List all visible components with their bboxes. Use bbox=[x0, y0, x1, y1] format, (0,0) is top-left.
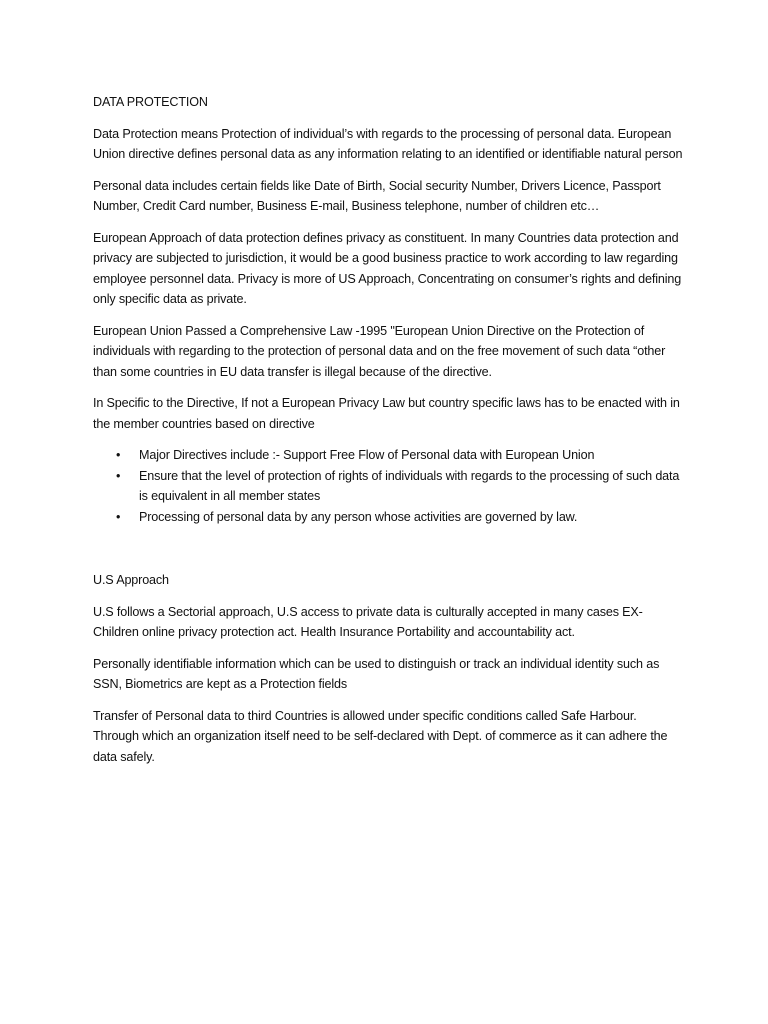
list-item-text: Ensure that the level of protection of rights of individuals with regards to the processing of such data is equivalent in all member states bbox=[139, 468, 680, 503]
bullet-icon: • bbox=[116, 468, 121, 483]
directive-bullet-list bbox=[93, 445, 683, 527]
bullet-icon: • bbox=[116, 509, 121, 524]
bullet-icon: • bbox=[116, 448, 121, 462]
paragraph-definition: Data Protection means Protection of individual’s with regards to the processing of personal data. European Union directive defines personal data as any information relating to an identified or identifiable natural person bbox=[93, 126, 683, 161]
paragraph-eu-law-1995: European Union Passed a Comprehensive Law -1995 "European Union Directive on the Protection of individuals with regarding to the protection of personal data and on the free movement of such data “other than some countries in EU data transfer is illegal because of the directive. bbox=[93, 323, 666, 379]
paragraph-directive-specific: In Specific to the Directive, If not a European Privacy Law but country specific laws has to be enacted with in the member countries based on directive bbox=[93, 396, 680, 431]
paragraph-us-sectorial: U.S follows a Sectorial approach, U.S access to private data is culturally accepted in many cases EX- Children online privacy protection act. Health Insurance Portability and accountability act. bbox=[93, 604, 643, 639]
document-page bbox=[93, 92, 683, 778]
list-item-text: Major Directives include :- Support Free Flow of Personal data with European Union bbox=[139, 448, 595, 462]
section-spacer bbox=[93, 538, 683, 570]
list-item bbox=[116, 466, 683, 507]
section-heading-us-approach: U.S Approach bbox=[93, 573, 169, 587]
list-item bbox=[116, 445, 683, 466]
document-title: DATA PROTECTION bbox=[93, 95, 208, 109]
list-item bbox=[116, 507, 683, 528]
paragraph-pii: Personally identifiable information which can be used to distinguish or track an individual identity such as SSN, Biometrics are kept as a Protection fields bbox=[93, 656, 660, 691]
list-item-text: Processing of personal data by any person whose activities are governed by law. bbox=[139, 509, 578, 524]
paragraph-personal-data-fields: Personal data includes certain fields like Date of Birth, Social security Number, Drivers Licence, Passport Number, Credit Card number, Business E-mail, Business telephone, number of children etc… bbox=[93, 178, 661, 213]
paragraph-safe-harbour: Transfer of Personal data to third Countries is allowed under specific conditions called Safe Harbour. Through which an organization itself need to be self-declared with Dept. of commerce as it can adhere the data safely. bbox=[93, 708, 668, 764]
paragraph-european-approach: European Approach of data protection defines privacy as constituent. In many Countries data protection and privacy are subjected to jurisdiction, it would be a good business practice to work according to law regarding employee personnel data. Privacy is more of US Approach, Concentrating on consumer’s rights and defining only specific data as private. bbox=[93, 230, 682, 306]
